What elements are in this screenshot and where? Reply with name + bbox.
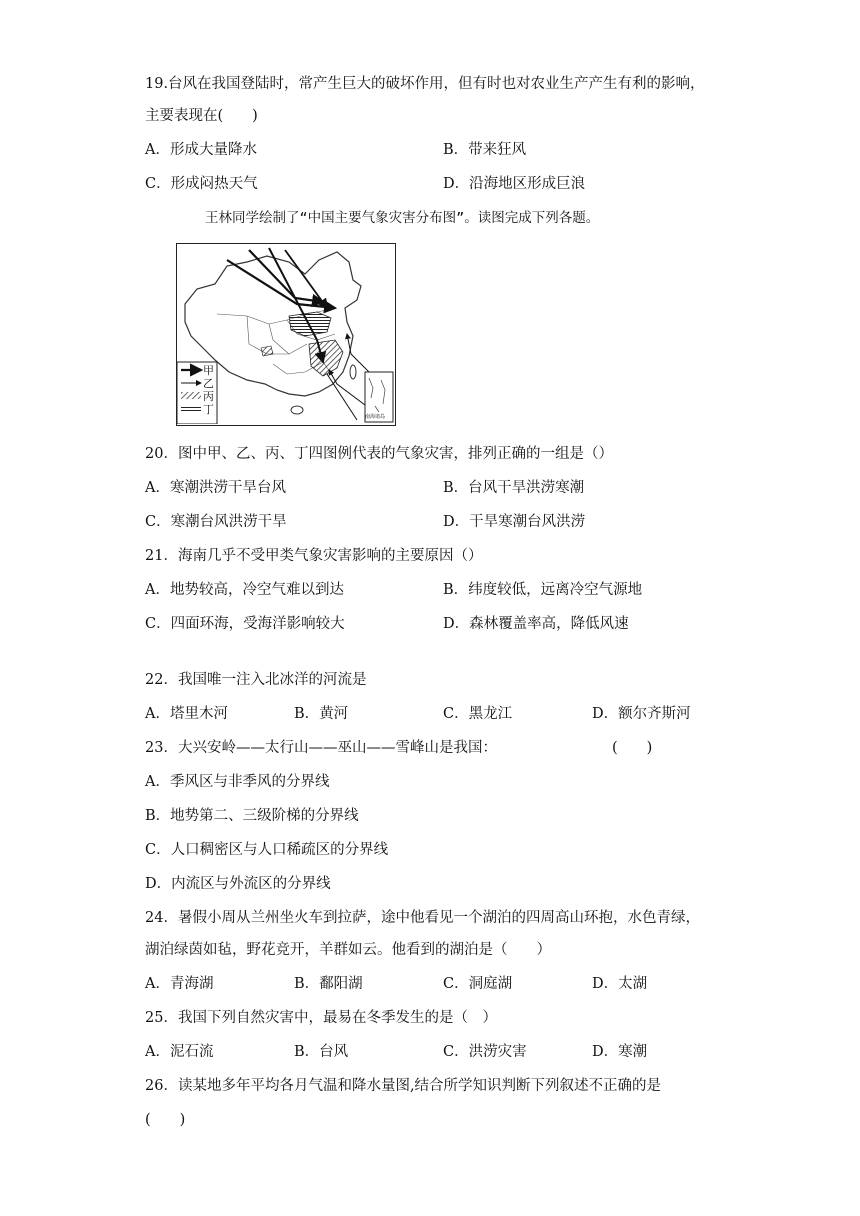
map-intro: 王林同学绘制了“中国主要气象灾害分布图”。读图完成下列各题。 [205,210,600,226]
q20-option-c: C．寒潮台风洪涝干旱 [145,514,287,530]
q23-option-d: D．内流区与外流区的分界线 [145,876,331,892]
q22-option-b: B．黄河 [294,706,349,722]
q21-option-c: C．四面环海，受海洋影响较大 [145,616,345,632]
q23-paren: ( ) [612,740,653,756]
q24-stem-line2: 湖泊绿茵如毡，野花竞开，羊群如云。他看到的湖泊是（ ） [145,942,551,958]
q24-option-d: D．太湖 [592,976,648,992]
q24-stem-line1: 24．暑假小周从兰州坐火车到拉萨，途中他看见一个湖泊的四周高山环抱，水色青绿， [145,910,700,926]
legend-label-bing: 丙 [203,390,214,403]
q25-option-c: C．洪涝灾害 [443,1044,527,1060]
q23-option-b: B．地势第二、三级阶梯的分界线 [145,808,359,824]
q26-stem-line1: 26．读某地多年平均各月气温和降水量图,结合所学知识判断下列叙述不正确的是 [145,1078,662,1094]
q23-option-a: A．季风区与非季风的分界线 [145,774,330,790]
flood-region [309,340,343,376]
q20-option-a: A．寒潮洪涝干旱台风 [145,480,286,496]
legend-label-jia: 甲 [203,364,214,377]
q21-option-a: A．地势较高，冷空气难以到达 [145,582,344,598]
hainan-island [291,406,303,414]
q25-stem: 25．我国下列自然灾害中，最易在冬季发生的是（ ） [145,1010,497,1026]
q21-option-d: D．森林覆盖率高，降低风速 [443,616,629,632]
q20-option-b: B．台风干旱洪涝寒潮 [443,480,585,496]
q19-option-a: A．形成大量降水 [145,142,257,158]
legend-label-ding: 丁 [203,403,214,416]
q24-option-c: C．洞庭湖 [443,976,513,992]
q23-option-c: C．人口稠密区与人口稀疏区的分界线 [145,842,389,858]
drought-region [289,312,331,336]
q20-stem: 20．图中甲、乙、丙、丁四图例代表的气象灾害，排列正确的一组是（） [145,446,613,462]
q21-option-b: B．纬度较低，远离冷空气源地 [443,582,643,598]
q25-option-d: D．寒潮 [592,1044,648,1060]
q22-option-d: D．额尔齐斯河 [592,706,691,722]
q24-option-a: A．青海湖 [145,976,214,992]
q22-option-c: C．黑龙江 [443,706,513,722]
q19-option-b: B．带来狂风 [443,142,527,158]
q20-option-d: D．干旱寒潮台风洪涝 [443,514,586,530]
q25-option-a: A．泥石流 [145,1044,214,1060]
inset-label: 南海诸岛 [365,414,386,420]
q19-stem-line1: 19.台风在我国登陆时，常产生巨大的破坏作用，但有时也对农业生产产生有利的影响， [145,76,705,92]
q26-stem-line2: ( ) [145,1112,186,1128]
legend-label-yi: 乙 [203,377,214,390]
q24-option-b: B．鄱阳湖 [294,976,363,992]
q19-option-d: D．沿海地区形成巨浪 [443,176,586,192]
q23-stem: 23．大兴安岭——太行山——巫山——雪峰山是我国： [145,740,497,756]
q19-stem-line2: 主要表现在( ) [145,108,258,124]
q21-stem: 21．海南几乎不受甲类气象灾害影响的主要原因（） [145,548,483,564]
q19-option-c: C．形成闷热天气 [145,176,258,192]
q25-option-b: B．台风 [294,1044,349,1060]
q22-stem: 22．我国唯一注入北冰洋的河流是 [145,672,367,688]
q22-option-a: A．塔里木河 [145,706,228,722]
disaster-map [176,243,396,426]
